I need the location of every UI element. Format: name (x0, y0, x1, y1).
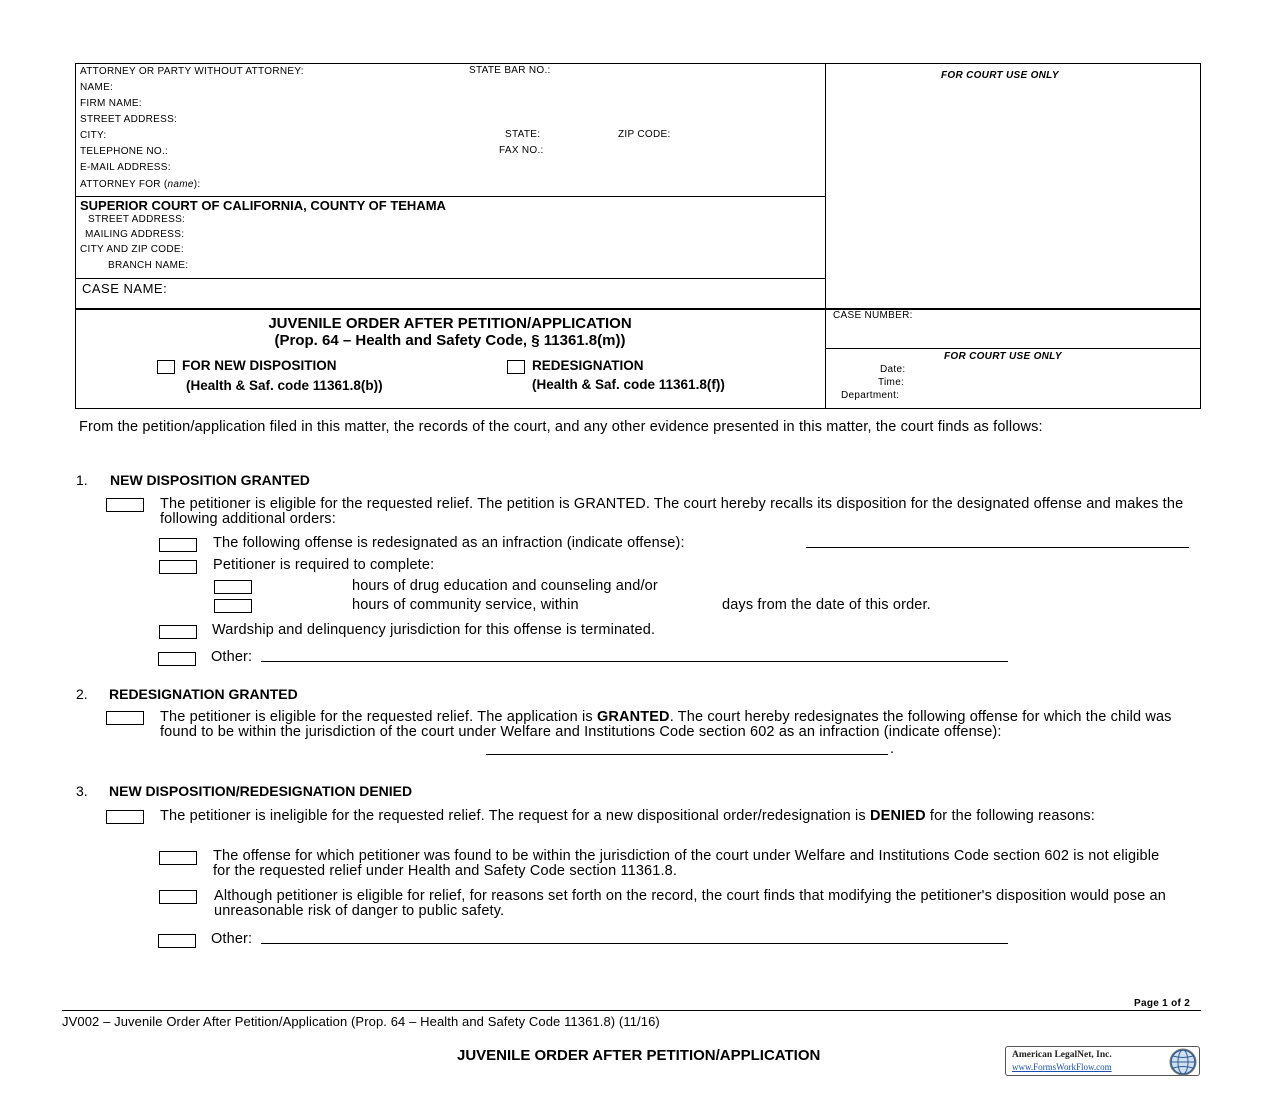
form-id: JV002 – Juvenile Order After Petition/Application (Prop. 64 – Health and Safety Code 11361.8) (11/16) (62, 1014, 660, 1029)
section1-item-b-checkbox[interactable] (159, 560, 197, 574)
section2-period: . (890, 741, 895, 757)
redesignation-label: REDESIGNATION (532, 358, 644, 373)
section3-item-a-checkbox[interactable] (159, 851, 197, 865)
drug-education-hours-box[interactable] (214, 580, 252, 594)
section1-other-label: Other: (211, 649, 253, 665)
department-label: Department: (841, 390, 900, 401)
divider-case-name (75, 278, 826, 279)
section3-item-a-text: The offense for which petitioner was found to be within the jurisdiction of the court under Welfare and Institutions Code section 602 is not eligible for the requested relief under Health and Safety Code section 11361.8. (213, 848, 1160, 879)
divider-case-number (825, 348, 1201, 349)
section1-heading: NEW DISPOSITION GRANTED (110, 472, 310, 488)
court-use-only-label-2: FOR COURT USE ONLY (944, 351, 1062, 362)
case-number-label: CASE NUMBER: (833, 310, 913, 321)
section2-heading: REDESIGNATION GRANTED (109, 686, 298, 702)
caption-vertical-divider (825, 63, 826, 409)
section2-number: 2. (76, 686, 88, 702)
footer-title: JUVENILE ORDER AFTER PETITION/APPLICATION (457, 1047, 821, 1064)
section1-offense-line[interactable] (806, 547, 1189, 548)
community-service-text: hours of community service, within (352, 597, 579, 613)
email-label: E-MAIL ADDRESS: (80, 162, 171, 173)
section3-item-b-checkbox[interactable] (159, 890, 197, 904)
court-branch-label: BRANCH NAME: (108, 260, 189, 271)
section1-item-a-checkbox[interactable] (159, 538, 197, 552)
community-service-hours-box[interactable] (214, 599, 252, 613)
section3-number: 3. (76, 783, 88, 799)
court-title: SUPERIOR COURT OF CALIFORNIA, COUNTY OF TEHAMA (80, 198, 446, 213)
new-disposition-label: FOR NEW DISPOSITION (182, 358, 337, 373)
attorney-for-label: ATTORNEY FOR (name): (80, 179, 201, 190)
city-label: CITY: (80, 130, 107, 141)
section1-other-checkbox[interactable] (158, 652, 196, 666)
divider-court (75, 196, 826, 197)
attorney-label: ATTORNEY OR PARTY WITHOUT ATTORNEY: (80, 66, 304, 77)
community-service-days-text: days from the date of this order. (722, 597, 931, 613)
street-address-label: STREET ADDRESS: (80, 114, 178, 125)
section1-other-line[interactable] (261, 661, 1008, 662)
checkbox-redesignation[interactable] (507, 360, 525, 374)
section1-main-text: The petitioner is eligible for the requested relief. The petition is GRANTED. The court hereby recalls its disposition for the designated offense and makes the following additional orders: (160, 496, 1184, 527)
section1-item-b-text: Petitioner is required to complete: (213, 557, 435, 573)
new-disposition-code: (Health & Saf. code 11361.8(b)) (186, 378, 383, 393)
form-title: JUVENILE ORDER AFTER PETITION/APPLICATION (268, 315, 632, 332)
section2-text: The petitioner is eligible for the requested relief. The application is GRANTED. The court hereby redesignates the following offense for which the child was found to be within the jurisdiction of the court under Welfare and Institutions Code section 602 as an infraction (indicate offense): (160, 709, 1172, 740)
telephone-label: TELEPHONE NO.: (80, 146, 169, 157)
section1-checkbox[interactable] (106, 498, 144, 512)
court-use-only-label: FOR COURT USE ONLY (941, 70, 1059, 81)
divider-title-top (75, 308, 1201, 310)
section3-checkbox[interactable] (106, 810, 144, 824)
section1-number: 1. (76, 472, 88, 488)
state-bar-label: STATE BAR NO.: (469, 65, 551, 76)
redesignation-code: (Health & Saf. code 11361.8(f)) (532, 377, 725, 392)
footer-rule (62, 1010, 1201, 1011)
drug-education-text: hours of drug education and counseling and/or (352, 578, 658, 594)
section2-offense-line[interactable] (486, 754, 888, 755)
checkbox-new-disposition[interactable] (157, 360, 175, 374)
section3-other-label: Other: (211, 931, 253, 947)
section3-heading: NEW DISPOSITION/REDESIGNATION DENIED (109, 783, 413, 799)
zip-code-label: ZIP CODE: (618, 129, 671, 140)
intro-text: From the petition/application filed in this matter, the records of the court, and any other evidence presented in this matter, the court finds as follows: (79, 419, 1043, 435)
logo-company-name: American LegalNet, Inc. (1012, 1050, 1112, 1060)
section1-item-a-text: The following offense is redesignated as an infraction (indicate offense): (213, 535, 685, 551)
section1-item-c-text: Wardship and delinquency jurisdiction for this offense is terminated. (212, 622, 656, 638)
court-city-zip-label: CITY AND ZIP CODE: (80, 244, 184, 255)
date-label: Date: (880, 364, 906, 375)
firm-name-label: FIRM NAME: (80, 98, 142, 109)
time-label: Time: (878, 377, 905, 388)
court-street-label: STREET ADDRESS: (88, 214, 186, 225)
name-label: NAME: (80, 82, 114, 93)
section3-other-checkbox[interactable] (158, 934, 196, 948)
court-mailing-label: MAILING ADDRESS: (85, 229, 185, 240)
logo-url[interactable]: www.FormsWorkFlow.com (1012, 1062, 1112, 1072)
state-label: STATE: (505, 129, 541, 140)
section3-other-line[interactable] (261, 943, 1008, 944)
form-subtitle: (Prop. 64 – Health and Safety Code, § 11361.8(m)) (274, 332, 626, 349)
case-name-label: CASE NAME: (82, 281, 168, 296)
section2-checkbox[interactable] (106, 711, 144, 725)
globe-icon (1169, 1048, 1197, 1076)
section3-item-b-text: Although petitioner is eligible for relief, for reasons set forth on the record, the court finds that modifying the petitioner's disposition would pose an unreasonable risk of danger to public safety. (214, 888, 1166, 919)
section1-item-c-checkbox[interactable] (159, 625, 197, 639)
page-number: Page 1 of 2 (1134, 998, 1191, 1009)
section3-text: The petitioner is ineligible for the requested relief. The request for a new dispositional order/redesignation is DENIED for the following reasons: (160, 808, 1095, 824)
fax-label: FAX NO.: (499, 145, 544, 156)
american-legalnet-logo[interactable] (1005, 1046, 1200, 1076)
